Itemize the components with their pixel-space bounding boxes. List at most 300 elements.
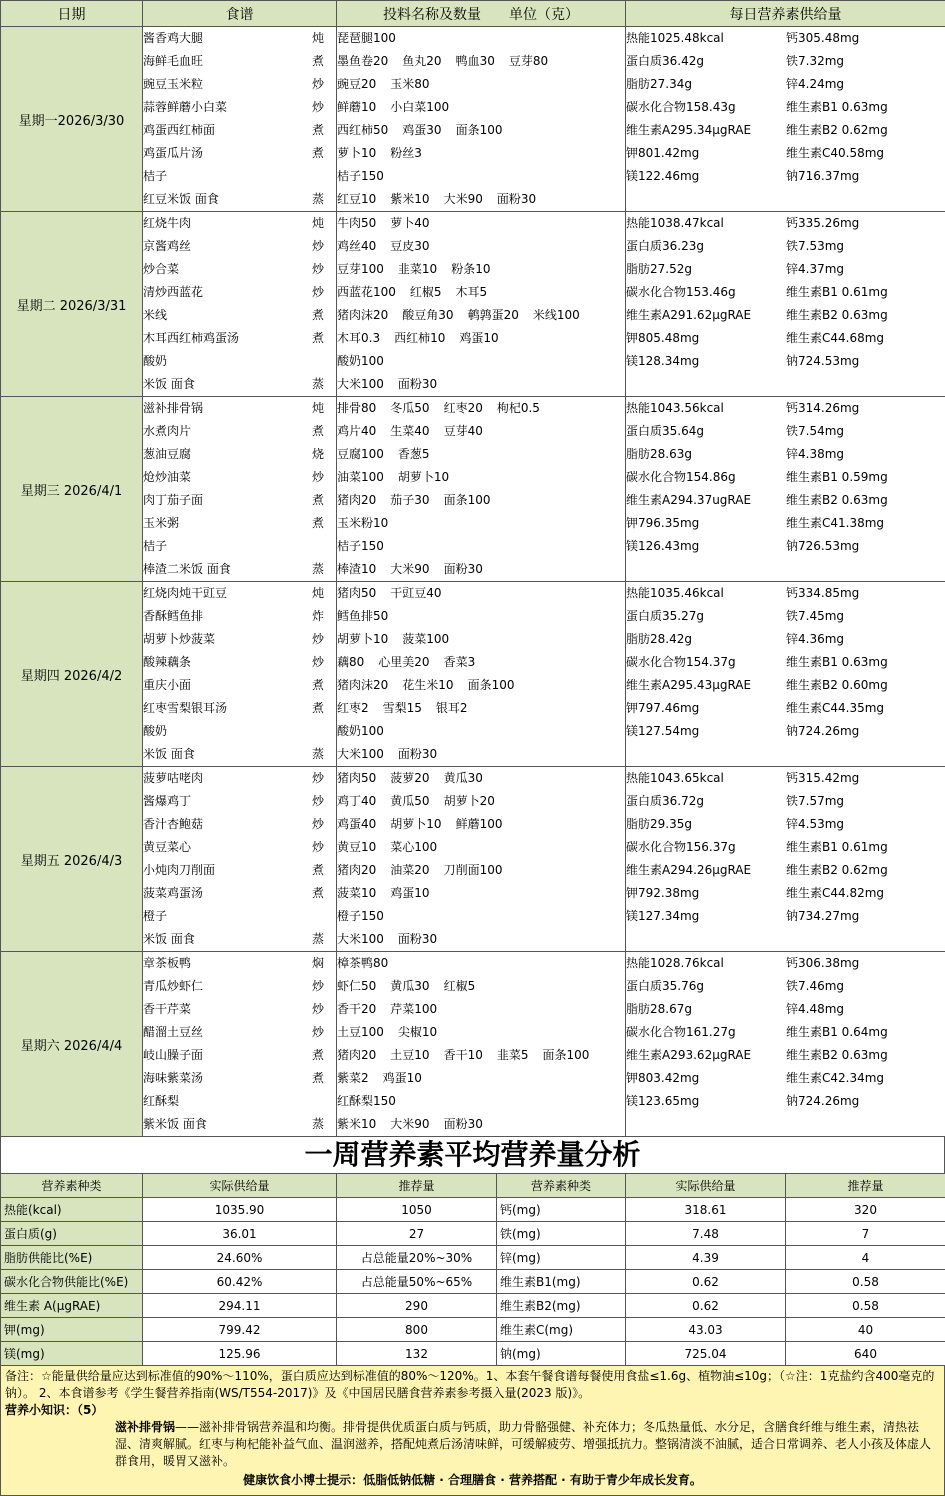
nutrient-value: 热能1028.76kcal <box>626 956 724 970</box>
nutrient-value: 钾792.38mg <box>626 886 700 900</box>
nutrient-value: 镁122.46mg <box>626 169 700 183</box>
day-ingredients <box>337 27 626 212</box>
knowledge-label: 营养小知识：（5） <box>5 1403 104 1417</box>
summary-cell: 0.62 <box>626 1294 786 1318</box>
nutrition-line <box>626 651 945 674</box>
dish-item <box>143 767 336 790</box>
nutrient-value: 热能1025.48kcal <box>626 31 724 45</box>
summary-cell: 占总能量20%~30% <box>337 1246 497 1270</box>
nutrient-value: 维生素C42.34mg <box>786 1071 885 1085</box>
dish-method: 炒 <box>311 655 324 669</box>
day-ingredients <box>337 212 626 397</box>
dish-item <box>143 165 336 188</box>
dish-method: 炒 <box>311 77 324 91</box>
dish-method <box>324 350 336 373</box>
ingredient-item: 面粉30 <box>443 1117 483 1131</box>
ingredient-item: 鸡丝40 <box>337 239 377 253</box>
ingredient-item: 红枣20 <box>443 401 483 415</box>
ingredient-item: 胡萝卜20 <box>443 794 495 808</box>
ingredient-item: 油菜100 <box>337 470 384 484</box>
ingredient-item: 茄子30 <box>390 493 430 507</box>
ingredient-item: 雪梨15 <box>382 701 422 715</box>
summary-row <box>1 1246 945 1270</box>
dish-item <box>143 235 336 258</box>
nutrient-value: 维生素A295.34μgRAE <box>626 123 752 137</box>
day-date: 星期四 2026/4/2 <box>1 582 143 767</box>
day-dishes <box>143 952 337 1137</box>
dish-item <box>143 512 336 535</box>
dish-name: 炝炒油菜 <box>143 470 192 484</box>
ingredient-line <box>337 720 625 743</box>
ingredient-line <box>337 767 625 790</box>
nutrient-value: 钠724.53mg <box>786 354 860 368</box>
ingredient-item: 面条100 <box>455 123 503 137</box>
summary-cell: 1050 <box>337 1198 497 1222</box>
dish-method: 蒸 <box>311 562 324 576</box>
summary-cell: 4 <box>786 1246 945 1270</box>
dish-item <box>143 50 336 73</box>
ingredient-item: 菠菜10 <box>337 886 377 900</box>
ingredient-item: 鸡蛋10 <box>382 1071 422 1085</box>
day-dishes <box>143 582 337 767</box>
nutrient-value: 碳水化合物153.46g <box>626 285 736 299</box>
ingredient-item: 刀削面100 <box>443 863 503 877</box>
nutrition-line <box>626 258 945 281</box>
ingredient-line <box>337 281 625 304</box>
dish-name: 橙子 <box>143 909 168 923</box>
day-nutrition <box>626 397 945 582</box>
summary-cell: 318.61 <box>626 1198 786 1222</box>
summary-cell: 热能(kcal) <box>1 1198 143 1222</box>
nutrition-line <box>626 605 945 628</box>
ingredient-line <box>337 235 625 258</box>
ingredient-item: 鳕鱼排50 <box>337 609 389 623</box>
dish-name: 香干芹菜 <box>143 1002 192 1016</box>
day-dishes <box>143 27 337 212</box>
ingredient-item: 黄瓜30 <box>443 771 483 785</box>
dish-item <box>143 1044 336 1067</box>
nutrient-value: 脂肪28.67g <box>626 1002 692 1016</box>
header-unit-label: 单位（克） <box>509 6 579 23</box>
ingredient-item: 大米90 <box>390 562 430 576</box>
nutrient-value: 维生素A294.37ugRAE <box>626 493 752 507</box>
ingredient-item: 桔子150 <box>337 169 384 183</box>
summary-cell: 640 <box>786 1342 945 1366</box>
nutrient-value: 钙306.38mg <box>786 956 860 970</box>
dish-name: 豌豆玉米粒 <box>143 77 204 91</box>
nutrition-line <box>626 582 945 605</box>
ingredient-line <box>337 628 625 651</box>
dish-name: 米饭 面食 <box>143 747 195 761</box>
dish-name: 红烧肉炖干豇豆 <box>143 586 228 600</box>
dish-name: 葱油豆腐 <box>143 447 192 461</box>
dish-name: 清炒西蓝花 <box>143 285 204 299</box>
ingredient-line <box>337 859 625 882</box>
dish-item <box>143 720 336 743</box>
nutrition-line <box>626 281 945 304</box>
ingredient-item: 萝卜10 <box>337 146 377 160</box>
nutrient-value: 铁7.46mg <box>786 979 845 993</box>
summary-cell: 0.62 <box>626 1270 786 1294</box>
nutrient-value: 镁127.34mg <box>626 909 700 923</box>
ingredient-item: 韭菜10 <box>397 262 438 276</box>
dish-method: 炒 <box>311 239 324 253</box>
nutrition-line <box>626 720 945 743</box>
ingredient-line <box>337 882 625 905</box>
dish-name: 岐山臊子面 <box>143 1048 204 1062</box>
dish-method: 炒 <box>311 1002 324 1016</box>
ingredient-line <box>337 119 625 142</box>
dish-method: 煮 <box>311 1071 324 1085</box>
dish-item <box>143 998 336 1021</box>
ingredient-line <box>337 790 625 813</box>
nutrient-value: 钾801.42mg <box>626 146 700 160</box>
ingredient-item: 香葱5 <box>397 447 430 461</box>
dish-item <box>143 443 336 466</box>
summary-cell: 钾(mg) <box>1 1318 143 1342</box>
dish-method: 炒 <box>311 285 324 299</box>
nutrient-value: 维生素C41.38mg <box>786 516 885 530</box>
ingredient-item: 芹菜100 <box>390 1002 438 1016</box>
ingredient-line <box>337 258 625 281</box>
dish-name: 酸奶 <box>143 724 168 738</box>
ingredient-item: 排骨80 <box>337 401 377 415</box>
ingredient-item: 菠菜100 <box>402 632 450 646</box>
nutrient-value: 钙334.85mg <box>786 586 860 600</box>
dish-name: 棒渣二米饭 面食 <box>143 562 231 576</box>
ingredient-item: 小白菜100 <box>390 100 450 114</box>
ingredient-line <box>337 1090 625 1113</box>
ingredient-item: 干豇豆40 <box>390 586 442 600</box>
dish-method: 炒 <box>311 100 324 114</box>
nutrient-value: 维生素B2 0.62mg <box>786 123 888 137</box>
dish-name: 重庆小面 <box>143 678 192 692</box>
nutrition-line <box>626 466 945 489</box>
summary-cell: 钠(mg) <box>497 1342 626 1366</box>
summary-row <box>1 1222 945 1246</box>
nutrient-value: 镁128.34mg <box>626 354 700 368</box>
ingredient-item: 鲜蘑10 <box>337 100 377 114</box>
dish-name: 鸡蛋西红柿面 <box>143 123 216 137</box>
dish-method: 蒸 <box>311 377 324 391</box>
nutrient-value: 维生素B2 0.63mg <box>786 493 888 507</box>
ingredient-line <box>337 535 625 558</box>
ingredient-item: 红椒5 <box>443 979 476 993</box>
dish-method: 煮 <box>311 331 324 345</box>
nutrient-value: 铁7.53mg <box>786 239 845 253</box>
nutrition-line <box>626 489 945 512</box>
dish-item <box>143 27 336 50</box>
dish-item <box>143 743 336 766</box>
nutrient-value: 钙335.26mg <box>786 216 860 230</box>
ingredient-line <box>337 674 625 697</box>
ingredient-item: 紫菜2 <box>337 1071 369 1085</box>
dish-name: 木耳西红柿鸡蛋汤 <box>143 331 240 345</box>
dish-item <box>143 281 336 304</box>
knowledge-body <box>5 1419 940 1470</box>
nutrition-line <box>626 535 945 558</box>
ingredient-line <box>337 582 625 605</box>
ingredient-line <box>337 397 625 420</box>
summary-cell: 132 <box>337 1342 497 1366</box>
ingredient-item: 虾仁50 <box>337 979 377 993</box>
dish-method: 煮 <box>311 146 324 160</box>
dish-method: 蒸 <box>311 1117 324 1131</box>
dish-method <box>324 535 336 558</box>
nutrient-value: 热能1043.56kcal <box>626 401 724 415</box>
dish-method: 烧 <box>311 447 324 461</box>
ingredient-item: 棒渣10 <box>337 562 377 576</box>
summary-cell: 4.39 <box>626 1246 786 1270</box>
ingredient-line <box>337 73 625 96</box>
nutrition-line <box>626 350 945 373</box>
day-row <box>1 952 945 1137</box>
nutrient-value: 维生素B2 0.63mg <box>786 1048 888 1062</box>
dish-item <box>143 790 336 813</box>
ingredient-item: 红椒5 <box>409 285 442 299</box>
nutrient-value: 钠734.27mg <box>786 909 860 923</box>
dish-item <box>143 142 336 165</box>
ingredient-line <box>337 905 625 928</box>
ingredient-item: 生菜40 <box>390 424 430 438</box>
nutrient-value: 碳水化合物161.27g <box>626 1025 736 1039</box>
summary-cell: 碳水化合物供能比(%E) <box>1 1270 143 1294</box>
knowledge-title: 滋补排骨锅 <box>115 1420 176 1434</box>
ingredient-item: 面粉30 <box>397 747 438 761</box>
ingredient-item: 玉米粉10 <box>337 516 389 530</box>
ingredient-item: 胡萝卜10 <box>390 817 442 831</box>
ingredient-line <box>337 952 625 975</box>
ingredient-item: 面粉30 <box>397 377 438 391</box>
ingredient-line <box>337 327 625 350</box>
dish-method: 煮 <box>311 493 324 507</box>
nutrition-line <box>626 119 945 142</box>
nutrition-line <box>626 443 945 466</box>
day-nutrition <box>626 582 945 767</box>
nutrient-value: 碳水化合物156.37g <box>626 840 736 854</box>
ingredient-item: 西蓝花100 <box>337 285 396 299</box>
summary-header-cell: 实际供给量 <box>626 1174 786 1198</box>
nutrient-value: 钾805.48mg <box>626 331 700 345</box>
summary-cell: 蛋白质(g) <box>1 1222 143 1246</box>
summary-cell: 维生素B2(mg) <box>497 1294 626 1318</box>
summary-header-cell: 营养素种类 <box>497 1174 626 1198</box>
summary-row <box>1 1342 945 1366</box>
dish-name: 米饭 面食 <box>143 932 195 946</box>
menu-header-row <box>1 1 945 27</box>
nutrition-line <box>626 1090 945 1113</box>
ingredient-item: 墨鱼卷20 <box>337 54 389 68</box>
dish-name: 酸辣藕条 <box>143 655 192 669</box>
ingredient-item: 猪肉沫20 <box>337 678 389 692</box>
nutrient-value: 钾796.35mg <box>626 516 700 530</box>
summary-header-cell: 营养素种类 <box>1 1174 143 1198</box>
ingredient-item: 胡萝卜10 <box>337 632 389 646</box>
dish-method: 炖 <box>311 31 324 45</box>
dish-method: 煮 <box>311 516 324 530</box>
dish-name: 海味紫菜汤 <box>143 1071 204 1085</box>
summary-cell: 1035.90 <box>143 1198 337 1222</box>
summary-row <box>1 1270 945 1294</box>
dish-method: 煮 <box>311 678 324 692</box>
dish-item <box>143 882 336 905</box>
summary-cell: 24.60% <box>143 1246 337 1270</box>
ingredient-item: 木耳5 <box>455 285 488 299</box>
nutrient-value: 铁7.45mg <box>786 609 845 623</box>
dish-item <box>143 859 336 882</box>
nutrient-value: 维生素B1 0.59mg <box>786 470 888 484</box>
nutrient-value: 铁7.54mg <box>786 424 845 438</box>
ingredient-item: 大米100 <box>337 932 384 946</box>
dish-method: 炖 <box>311 401 324 415</box>
dish-name: 红豆米饭 面食 <box>143 192 219 206</box>
nutrition-line <box>626 1067 945 1090</box>
nutrient-value: 蛋白质36.23g <box>626 239 704 253</box>
ingredient-item: 猪肉20 <box>337 863 377 877</box>
dish-method: 炒 <box>311 632 324 646</box>
ingredient-line <box>337 212 625 235</box>
dish-item <box>143 535 336 558</box>
dish-item <box>143 558 336 581</box>
dish-name: 红烧牛肉 <box>143 216 192 230</box>
ingredient-line <box>337 605 625 628</box>
ingredient-line <box>337 443 625 466</box>
ingredient-item: 面条100 <box>443 493 491 507</box>
nutrition-line <box>626 836 945 859</box>
dish-name: 章茶板鸭 <box>143 956 192 970</box>
ingredient-item: 尖椒10 <box>397 1025 438 1039</box>
ingredient-line <box>337 489 625 512</box>
ingredient-item: 土豆10 <box>390 1048 430 1062</box>
ingredient-item: 大米90 <box>443 192 483 206</box>
dish-item <box>143 813 336 836</box>
nutrient-value: 维生素A295.43μgRAE <box>626 678 752 692</box>
day-row <box>1 397 945 582</box>
dish-item <box>143 605 336 628</box>
ingredient-line <box>337 466 625 489</box>
dish-method: 炒 <box>311 1025 324 1039</box>
nutrient-value: 镁126.43mg <box>626 539 700 553</box>
nutrition-line <box>626 512 945 535</box>
ingredient-line <box>337 96 625 119</box>
nutrient-value: 钙314.26mg <box>786 401 860 415</box>
summary-cell: 0.58 <box>786 1270 945 1294</box>
notes-section <box>0 1366 945 1496</box>
summary-row <box>1 1318 945 1342</box>
summary-cell: 0.58 <box>786 1294 945 1318</box>
nutrition-line <box>626 27 945 50</box>
knowledge-heading <box>5 1402 940 1419</box>
dish-item <box>143 397 336 420</box>
nutrient-value: 钠716.37mg <box>786 169 860 183</box>
nutrient-value: 脂肪29.35g <box>626 817 692 831</box>
dish-name: 黄豆菜心 <box>143 840 192 854</box>
day-nutrition <box>626 952 945 1137</box>
ingredient-item: 香菜3 <box>443 655 476 669</box>
nutrition-line <box>626 327 945 350</box>
summary-cell: 维生素C(mg) <box>497 1318 626 1342</box>
ingredient-item: 红豆10 <box>337 192 377 206</box>
day-nutrition <box>626 212 945 397</box>
day-ingredients <box>337 767 626 952</box>
ingredient-line <box>337 304 625 327</box>
dish-item <box>143 905 336 928</box>
ingredient-item: 红酥梨150 <box>337 1094 396 1108</box>
dish-method: 煮 <box>311 308 324 322</box>
ingredient-item: 枸杞0.5 <box>496 401 540 415</box>
ingredient-item: 韭菜5 <box>496 1048 529 1062</box>
dish-item <box>143 975 336 998</box>
dish-name: 胡萝卜炒菠菜 <box>143 632 216 646</box>
nutrition-line <box>626 304 945 327</box>
ingredient-item: 猪肉50 <box>337 586 377 600</box>
dish-name: 紫米饭 面食 <box>143 1117 207 1131</box>
day-date: 星期三 2026/4/1 <box>1 397 143 582</box>
ingredient-item: 西红柿50 <box>337 123 389 137</box>
dish-method: 炒 <box>311 794 324 808</box>
ingredient-item: 黄瓜50 <box>390 794 430 808</box>
ingredient-item: 大米100 <box>337 747 384 761</box>
nutrition-line <box>626 767 945 790</box>
dish-name: 醋溜土豆丝 <box>143 1025 204 1039</box>
day-ingredients <box>337 582 626 767</box>
nutrient-value: 热能1035.46kcal <box>626 586 724 600</box>
summary-cell: 125.96 <box>143 1342 337 1366</box>
dish-method: 炒 <box>311 262 324 276</box>
nutrition-line <box>626 859 945 882</box>
dish-method: 炒 <box>311 771 324 785</box>
ingredient-item: 桔子150 <box>337 539 384 553</box>
ingredient-item: 银耳2 <box>435 701 468 715</box>
ingredient-line <box>337 651 625 674</box>
nutrient-value: 维生素B2 0.63mg <box>786 308 888 322</box>
dish-item <box>143 350 336 373</box>
dish-item <box>143 212 336 235</box>
summary-cell: 800 <box>337 1318 497 1342</box>
ingredient-item: 心里美20 <box>378 655 430 669</box>
dish-method: 煮 <box>311 54 324 68</box>
summary-cell: 维生素 A(μgRAE) <box>1 1294 143 1318</box>
dish-item <box>143 928 336 951</box>
dish-method: 炒 <box>311 979 324 993</box>
nutrient-value: 锌4.53mg <box>786 817 845 831</box>
header-menu: 食谱 <box>143 1 337 27</box>
ingredient-line <box>337 998 625 1021</box>
header-nutrition: 每日营养素供给量 <box>626 1 945 27</box>
nutrition-line <box>626 96 945 119</box>
dish-item <box>143 952 336 975</box>
dish-method: 蒸 <box>311 932 324 946</box>
summary-cell: 脂肪供能比(%E) <box>1 1246 143 1270</box>
ingredient-item: 面粉30 <box>397 932 438 946</box>
ingredient-item: 鱼丸20 <box>402 54 442 68</box>
day-row <box>1 212 945 397</box>
dish-name: 红酥梨 <box>143 1094 180 1108</box>
dish-name: 滋补排骨锅 <box>143 401 204 415</box>
nutrient-value: 维生素C44.82mg <box>786 886 885 900</box>
summary-row <box>1 1198 945 1222</box>
dish-name: 酱爆鸡丁 <box>143 794 192 808</box>
summary-header-cell: 推荐量 <box>786 1174 945 1198</box>
dish-method <box>324 1090 336 1113</box>
dish-name: 炒合菜 <box>143 262 180 276</box>
ingredient-line <box>337 1044 625 1067</box>
day-date: 星期六 2026/4/4 <box>1 952 143 1137</box>
nutrient-value: 维生素C44.68mg <box>786 331 885 345</box>
ingredient-item: 豆芽100 <box>337 262 384 276</box>
dish-method <box>324 720 336 743</box>
ingredient-item: 大米100 <box>337 377 384 391</box>
